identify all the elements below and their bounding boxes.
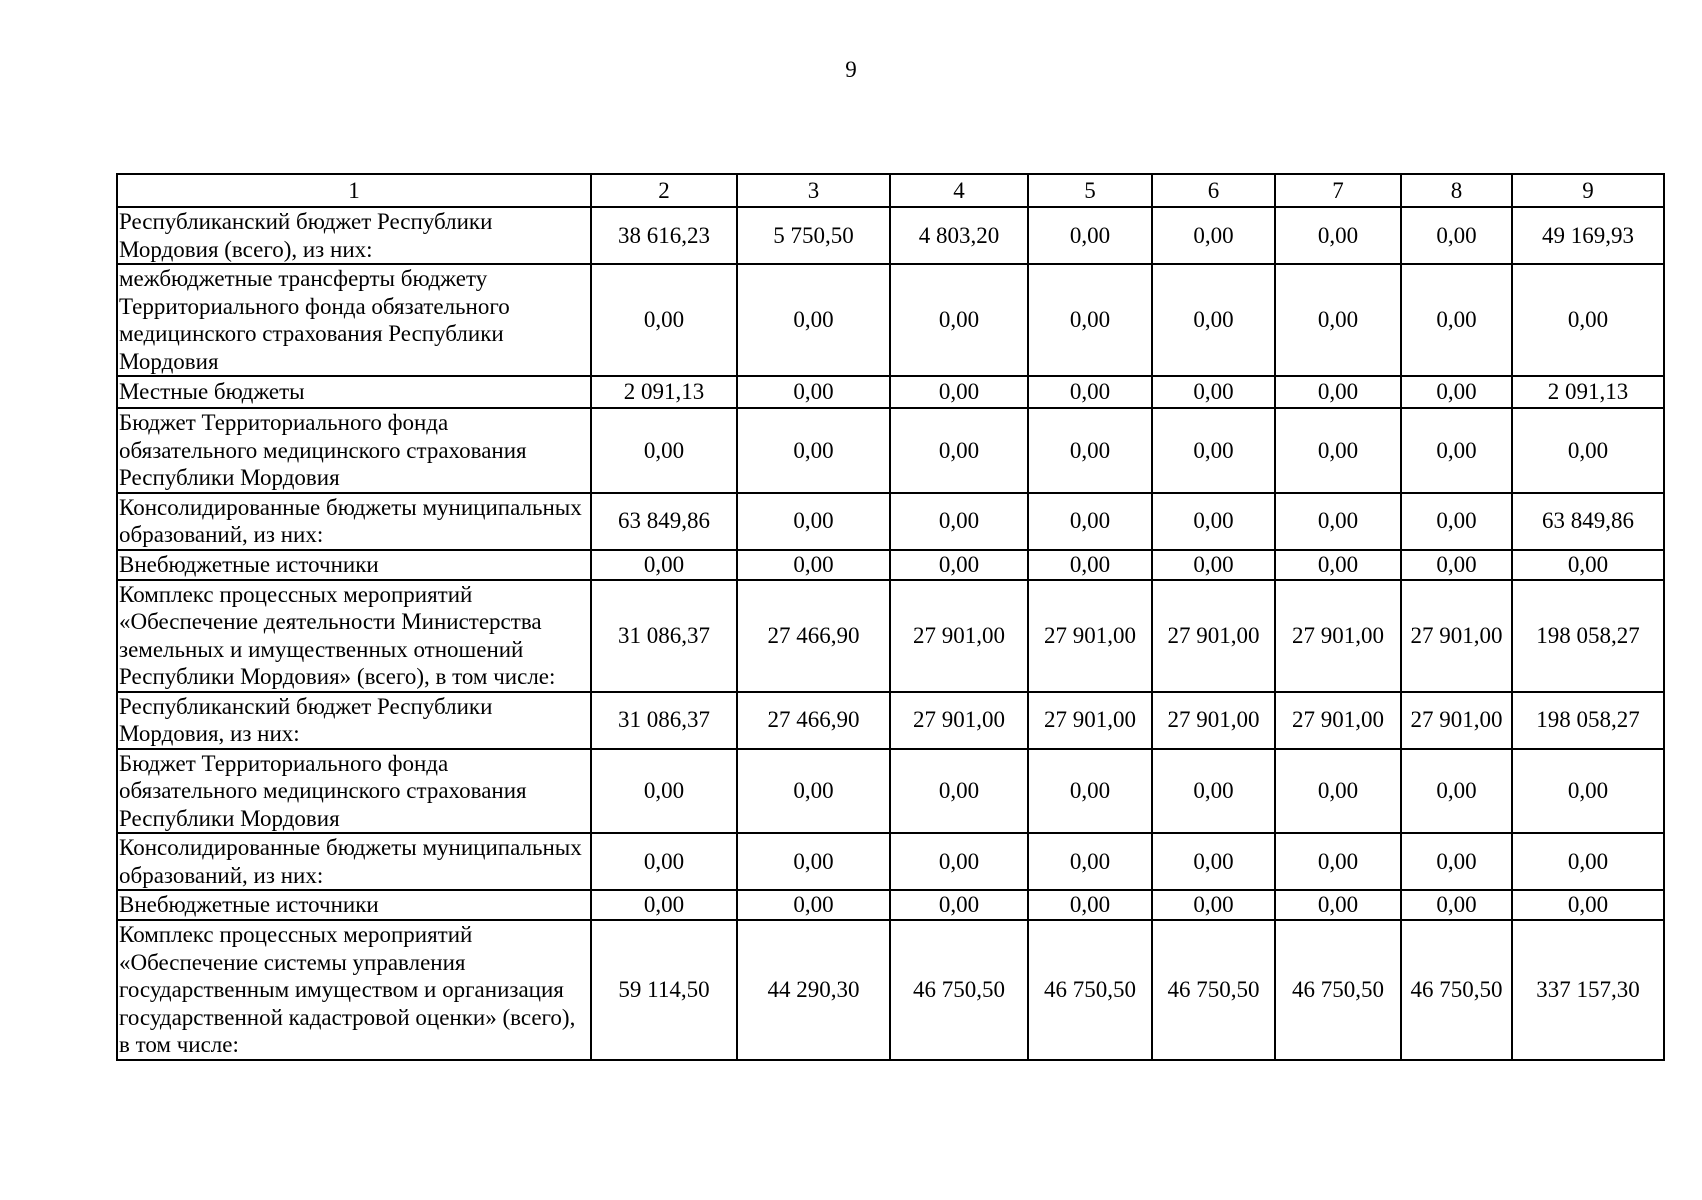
row-value-col-9: 0,00: [1512, 408, 1664, 493]
row-value-col-7: 0,00: [1275, 890, 1401, 920]
row-value-col-9: 0,00: [1512, 749, 1664, 834]
row-value-col-6: 27 901,00: [1152, 692, 1275, 749]
row-value-col-8: 27 901,00: [1401, 692, 1512, 749]
row-value-col-9: 198 058,27: [1512, 692, 1664, 749]
row-value-col-3: 0,00: [737, 264, 890, 376]
row-value-col-3: 0,00: [737, 890, 890, 920]
row-value-col-4: 4 803,20: [890, 207, 1028, 264]
row-value-col-7: 0,00: [1275, 749, 1401, 834]
row-value-col-3: 0,00: [737, 550, 890, 580]
table-row: [117, 207, 1664, 264]
row-label: Комплекс процессных мероприятий «Обеспечение системы управления государственным имуществом и организация государственной кадастровой оценки» (всего), в том числе:: [117, 920, 591, 1060]
row-value-col-7: 0,00: [1275, 550, 1401, 580]
row-value-col-9: 0,00: [1512, 890, 1664, 920]
row-label: Консолидированные бюджеты муниципальных образований, из них:: [117, 833, 591, 890]
table-row: [117, 749, 1664, 834]
row-value-col-5: 0,00: [1028, 890, 1152, 920]
row-value-col-7: 0,00: [1275, 833, 1401, 890]
row-value-col-5: 0,00: [1028, 550, 1152, 580]
table-row: [117, 833, 1664, 890]
row-label: Местные бюджеты: [117, 376, 591, 408]
row-label: межбюджетные трансферты бюджету Территориального фонда обязательного медицинского страхования Республики Мордовия: [117, 264, 591, 376]
row-value-col-3: 5 750,50: [737, 207, 890, 264]
row-value-col-2: 31 086,37: [591, 580, 737, 692]
row-value-col-9: 2 091,13: [1512, 376, 1664, 408]
row-value-col-6: 0,00: [1152, 376, 1275, 408]
row-value-col-4: 27 901,00: [890, 580, 1028, 692]
column-header-6: 6: [1152, 174, 1275, 207]
row-value-col-9: 63 849,86: [1512, 493, 1664, 550]
row-value-col-6: 46 750,50: [1152, 920, 1275, 1060]
row-value-col-7: 0,00: [1275, 376, 1401, 408]
row-value-col-4: 0,00: [890, 376, 1028, 408]
page-number: 9: [845, 57, 857, 82]
row-value-col-8: 0,00: [1401, 890, 1512, 920]
row-value-col-2: 63 849,86: [591, 493, 737, 550]
row-value-col-3: 0,00: [737, 749, 890, 834]
row-value-col-5: 0,00: [1028, 833, 1152, 890]
table-body: [117, 174, 1664, 1060]
column-header-4: 4: [890, 174, 1028, 207]
row-value-col-5: 27 901,00: [1028, 580, 1152, 692]
row-label: Бюджет Территориального фонда обязательного медицинского страхования Республики Мордовия: [117, 408, 591, 493]
row-value-col-8: 0,00: [1401, 207, 1512, 264]
row-value-col-8: 0,00: [1401, 264, 1512, 376]
row-value-col-9: 0,00: [1512, 833, 1664, 890]
row-value-col-2: 0,00: [591, 833, 737, 890]
row-value-col-3: 27 466,90: [737, 692, 890, 749]
row-value-col-4: 0,00: [890, 550, 1028, 580]
row-value-col-5: 46 750,50: [1028, 920, 1152, 1060]
row-value-col-2: 2 091,13: [591, 376, 737, 408]
header-row: [117, 174, 1664, 207]
row-label: Внебюджетные источники: [117, 550, 591, 580]
row-value-col-2: 0,00: [591, 749, 737, 834]
row-value-col-6: 0,00: [1152, 408, 1275, 493]
row-value-col-4: 0,00: [890, 264, 1028, 376]
row-value-col-8: 27 901,00: [1401, 580, 1512, 692]
row-value-col-8: 0,00: [1401, 376, 1512, 408]
table-row: [117, 408, 1664, 493]
row-value-col-3: 0,00: [737, 376, 890, 408]
row-label: Консолидированные бюджеты муниципальных образований, из них:: [117, 493, 591, 550]
row-label: Республиканский бюджет Республики Мордовия, из них:: [117, 692, 591, 749]
row-value-col-2: 31 086,37: [591, 692, 737, 749]
table-row: [117, 550, 1664, 580]
row-label: Республиканский бюджет Республики Мордовия (всего), из них:: [117, 207, 591, 264]
row-value-col-9: 0,00: [1512, 550, 1664, 580]
column-header-5: 5: [1028, 174, 1152, 207]
row-value-col-6: 0,00: [1152, 749, 1275, 834]
row-value-col-4: 0,00: [890, 749, 1028, 834]
row-value-col-5: 0,00: [1028, 493, 1152, 550]
row-value-col-2: 0,00: [591, 264, 737, 376]
row-value-col-6: 0,00: [1152, 890, 1275, 920]
column-header-3: 3: [737, 174, 890, 207]
column-header-1: 1: [117, 174, 591, 207]
row-value-col-8: 0,00: [1401, 550, 1512, 580]
row-value-col-4: 27 901,00: [890, 692, 1028, 749]
row-value-col-4: 46 750,50: [890, 920, 1028, 1060]
row-value-col-4: 0,00: [890, 890, 1028, 920]
row-value-col-5: 27 901,00: [1028, 692, 1152, 749]
column-header-9: 9: [1512, 174, 1664, 207]
row-value-col-7: 0,00: [1275, 493, 1401, 550]
column-header-7: 7: [1275, 174, 1401, 207]
budget-table: [116, 173, 1665, 1061]
row-value-col-2: 38 616,23: [591, 207, 737, 264]
row-value-col-2: 0,00: [591, 550, 737, 580]
row-value-col-9: 198 058,27: [1512, 580, 1664, 692]
row-value-col-5: 0,00: [1028, 264, 1152, 376]
row-value-col-4: 0,00: [890, 408, 1028, 493]
row-value-col-3: 27 466,90: [737, 580, 890, 692]
row-value-col-8: 0,00: [1401, 408, 1512, 493]
row-value-col-5: 0,00: [1028, 207, 1152, 264]
row-value-col-6: 0,00: [1152, 207, 1275, 264]
row-value-col-2: 0,00: [591, 890, 737, 920]
row-value-col-2: 0,00: [591, 408, 737, 493]
row-value-col-7: 27 901,00: [1275, 580, 1401, 692]
row-value-col-3: 0,00: [737, 833, 890, 890]
row-value-col-6: 0,00: [1152, 493, 1275, 550]
row-value-col-8: 0,00: [1401, 833, 1512, 890]
row-value-col-8: 0,00: [1401, 749, 1512, 834]
row-value-col-8: 46 750,50: [1401, 920, 1512, 1060]
row-value-col-3: 44 290,30: [737, 920, 890, 1060]
row-value-col-6: 27 901,00: [1152, 580, 1275, 692]
table-row: [117, 890, 1664, 920]
row-value-col-5: 0,00: [1028, 376, 1152, 408]
row-value-col-9: 49 169,93: [1512, 207, 1664, 264]
row-value-col-3: 0,00: [737, 408, 890, 493]
row-label: Комплекс процессных мероприятий «Обеспечение деятельности Министерства земельных и имущественных отношений Республики Мордовия» (всего), в том числе:: [117, 580, 591, 692]
row-value-col-9: 337 157,30: [1512, 920, 1664, 1060]
row-value-col-2: 59 114,50: [591, 920, 737, 1060]
row-value-col-5: 0,00: [1028, 408, 1152, 493]
row-label: Внебюджетные источники: [117, 890, 591, 920]
table-row: [117, 920, 1664, 1060]
row-value-col-5: 0,00: [1028, 749, 1152, 834]
row-value-col-4: 0,00: [890, 833, 1028, 890]
row-value-col-6: 0,00: [1152, 833, 1275, 890]
row-value-col-6: 0,00: [1152, 264, 1275, 376]
table-row: [117, 376, 1664, 408]
row-value-col-7: 0,00: [1275, 264, 1401, 376]
table-row: [117, 580, 1664, 692]
table-row: [117, 493, 1664, 550]
table-row: [117, 264, 1664, 376]
row-value-col-8: 0,00: [1401, 493, 1512, 550]
row-value-col-7: 27 901,00: [1275, 692, 1401, 749]
row-value-col-9: 0,00: [1512, 264, 1664, 376]
column-header-2: 2: [591, 174, 737, 207]
row-value-col-4: 0,00: [890, 493, 1028, 550]
column-header-8: 8: [1401, 174, 1512, 207]
row-value-col-7: 0,00: [1275, 207, 1401, 264]
row-label: Бюджет Территориального фонда обязательного медицинского страхования Республики Мордовия: [117, 749, 591, 834]
table-row: [117, 692, 1664, 749]
row-value-col-7: 0,00: [1275, 408, 1401, 493]
row-value-col-6: 0,00: [1152, 550, 1275, 580]
row-value-col-7: 46 750,50: [1275, 920, 1401, 1060]
row-value-col-3: 0,00: [737, 493, 890, 550]
